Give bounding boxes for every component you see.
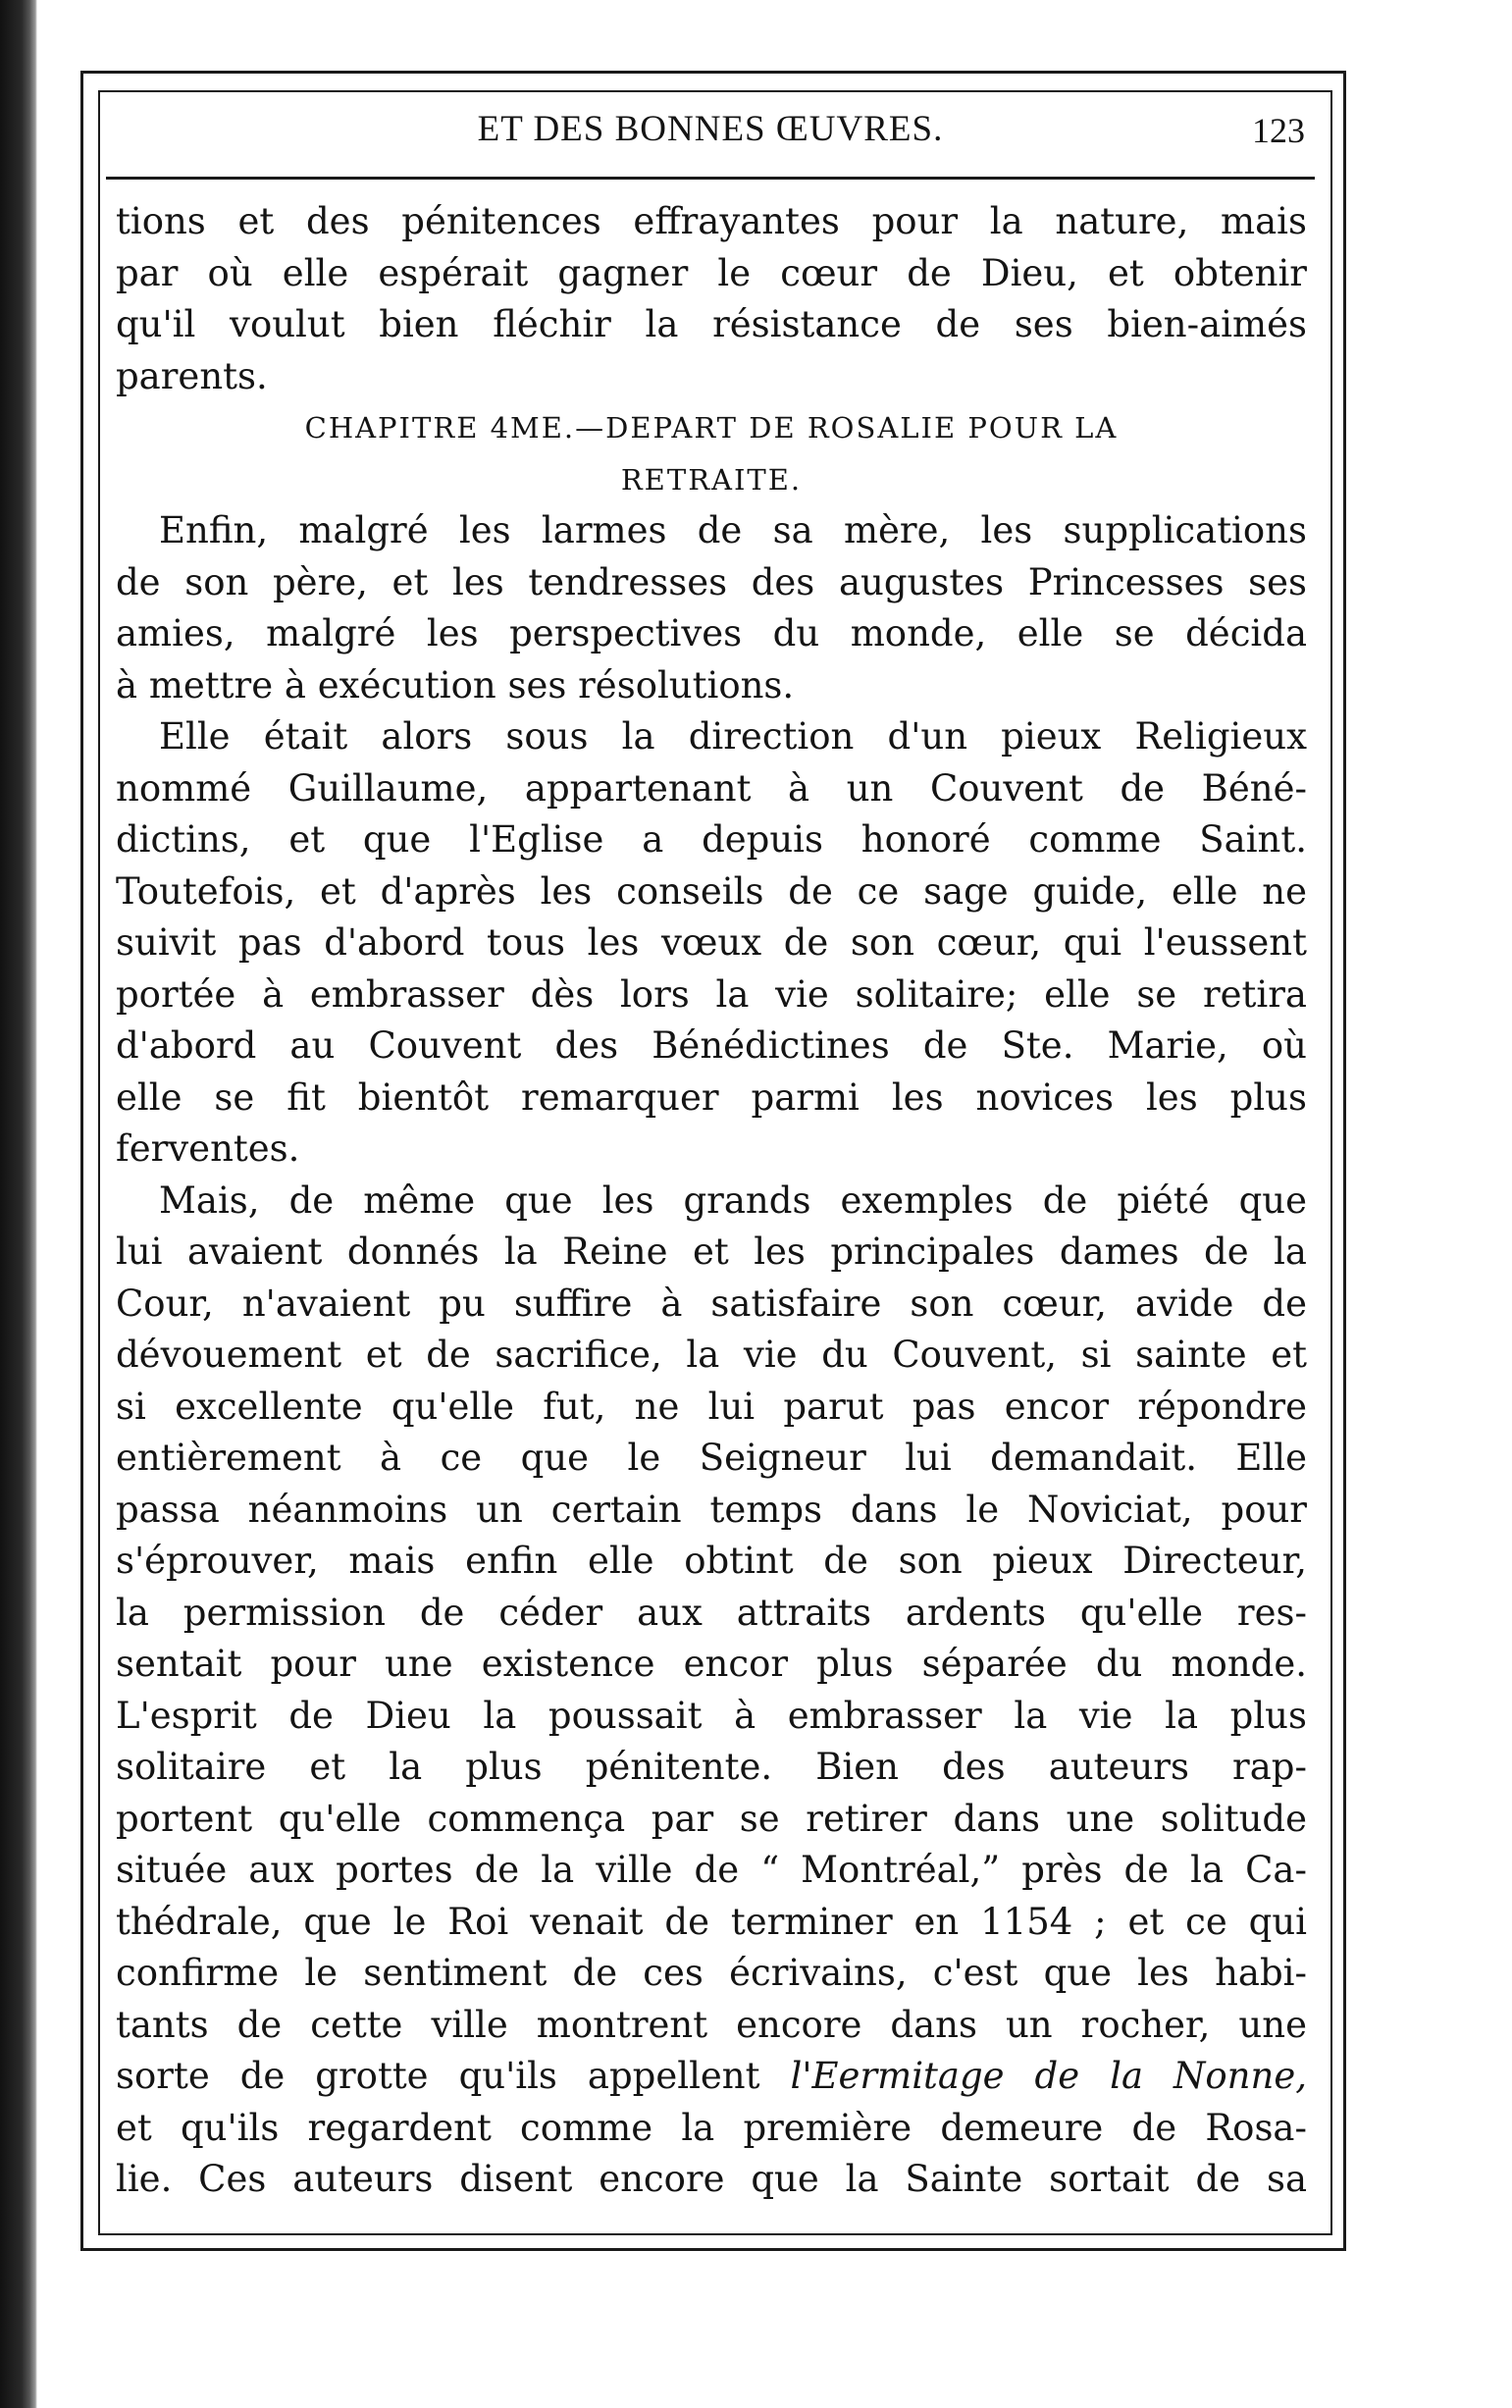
text-line: Toutefois, et d'après les conseils de ce sage guide, elle ne (116, 869, 1307, 913)
header-rule (106, 177, 1315, 180)
text-line: par où elle espérait gagner le cœur de Dieu, et obtenir (116, 251, 1307, 294)
text-line: lie. Ces auteurs disent encore que la Sainte sortait de sa (116, 2158, 1307, 2200)
text-line: ferventes. (116, 1127, 300, 1170)
text-line: la permission de céder aux attraits ardents qu'elle res- (116, 1591, 1307, 1634)
text-line: sentait pour une existence encor plus séparée du monde. (116, 1643, 1307, 1685)
italic-title: l'Eermitage de la Nonne, (790, 2055, 1307, 2097)
text-line: tants de cette ville montrent encore dans un rocher, une (116, 2003, 1307, 2046)
text-line: s'éprouver, mais enfin elle obtint de son pieux Directeur, (116, 1540, 1307, 1582)
text-line: passa néanmoins un certain temps dans le Noviciat, pour (116, 1488, 1307, 1531)
text-line: solitaire et la plus pénitente. Bien des auteurs rap- (116, 1746, 1307, 1788)
text-line: confirme le sentiment de ces écrivains, c'est que les habi- (116, 1952, 1307, 1994)
text-line: située aux portes de la ville de “ Montréal,” près de la Ca- (116, 1849, 1307, 1891)
text-line: portent qu'elle commença par se retirer dans une solitude (116, 1797, 1307, 1840)
running-head (106, 108, 1315, 163)
text-line: d'abord au Couvent des Bénédictines de Ste. Marie, où (116, 1024, 1307, 1067)
text-line: à mettre à exécution ses résolutions. (116, 663, 795, 707)
book-binding-edge (0, 0, 37, 2408)
text-line: elle se fit bientôt remarquer parmi les novices les plus (116, 1075, 1307, 1119)
text-line: thédrale, que le Roi venait de terminer en 1154 ; et ce qui (116, 1900, 1307, 1943)
text-line: L'esprit de Dieu la poussait à embrasser la vie la plus (116, 1694, 1307, 1737)
page-number: 123 (1252, 111, 1305, 150)
text-line: Enfin, malgré les larmes de sa mère, les supplications (159, 509, 1307, 551)
text-line: lui avaient donnés la Reine et les principales dames de la (116, 1230, 1307, 1273)
text-line: parents. (116, 354, 268, 397)
text-line: portée à embrasser dès lors la vie solitaire; elle se retira (116, 972, 1307, 1016)
text-line: tions et des pénitences effrayantes pour la nature, mais (116, 200, 1307, 242)
text-line: Elle était alors sous la direction d'un pieux Religieux (159, 715, 1307, 758)
text-line: qu'il voulut bien fléchir la résistance de ses bien-aimés (116, 303, 1307, 345)
text-line: et qu'ils regardent comme la première demeure de Rosa- (116, 2106, 1307, 2149)
text-line: entièrement à ce que le Seigneur lui demandait. Elle (116, 1437, 1307, 1479)
text-line: nommé Guillaume, appartenant à un Couvent de Béné- (116, 766, 1307, 810)
chapter-heading: CHAPITRE 4ME.—DEPART DE ROSALIE POUR LA (304, 411, 1119, 445)
running-title: ET DES BONNES ŒUVRES. (477, 109, 944, 149)
text-line: de son père, et les tendresses des augustes Princesses ses (116, 560, 1307, 603)
text-line: Cour, n'avaient pu suffire à satisfaire son cœur, avide de (116, 1282, 1307, 1325)
chapter-heading-continued: RETRAITE. (620, 462, 803, 497)
text-line: dévouement et de sacrifice, la vie du Couvent, si sainte et (116, 1334, 1307, 1376)
body-text (116, 196, 1307, 2206)
text-line: suivit pas d'abord tous les vœux de son cœur, qui l'eussent (116, 921, 1307, 964)
text-line: Mais, de même que les grands exemples de piété que (159, 1178, 1307, 1222)
text-segment: sorte de grotte qu'ils appellent (116, 2055, 791, 2097)
text-line: amies, malgré les perspectives du monde, elle se décida (116, 612, 1307, 654)
text-line: si excellente qu'elle fut, ne lui parut pas encor répondre (116, 1385, 1307, 1428)
text-line: dictins, et que l'Eglise a depuis honoré comme Saint. (116, 818, 1307, 861)
text-line-with-italic (116, 2051, 1307, 2103)
